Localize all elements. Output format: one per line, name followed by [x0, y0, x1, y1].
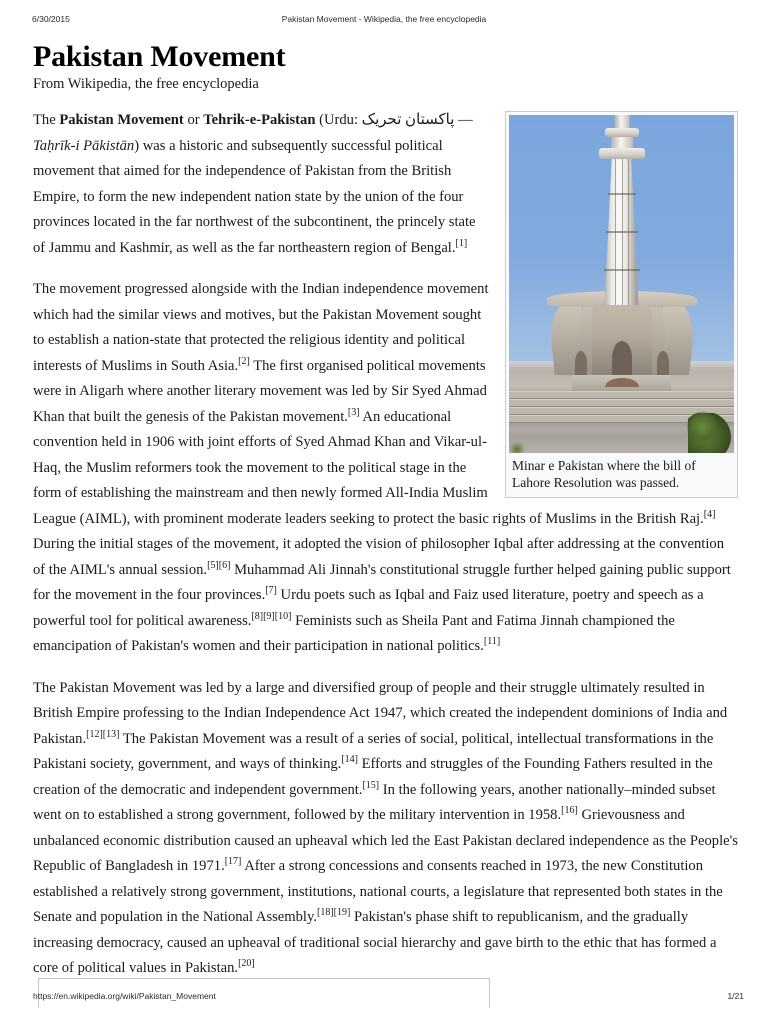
reference-link[interactable]: [18][19] — [317, 907, 351, 919]
p2-s2: The first organised political movements were in Aligarh where another literary movement was led by Sir Syed Ahmad Khan that built the genesis of the Pakistan movement. — [33, 357, 487, 425]
p3-s1: The Pakistan Movement was led by a large and diversified group of people and their struggle ultimately resulted in British Empire professing to the Indian Independence Act 1947, which created the independent dominions of India and Pakistan. — [33, 679, 728, 747]
p1-urdu-pakistan: پاکستان — [405, 110, 455, 128]
minaret-tower — [605, 115, 639, 305]
source-url: https://en.wikipedia.org/wiki/Pakistan_Movement — [33, 991, 216, 1001]
tower-band-icon — [606, 231, 638, 233]
p3-s6: After a strong concessions and consents reached in 1973, the new Constitution established a relatively strong government, institutions, national courts, a legislature that represented both states in the Senate and population in the National Assembly. — [33, 858, 723, 925]
reference-link[interactable]: [7] — [265, 585, 277, 597]
reference-link[interactable]: [2] — [238, 355, 250, 367]
p1-bold-tehrik-e-pakistan: Tehrik-e-Pakistan — [203, 112, 316, 128]
p1-rest: ) was a historic and subsequently successful political movement that aimed for the independence of Pakistan from the British Empire, to form the new independent nation state by the union of the four provinces located in the far northwest of the subcontinent, the princely state of Jammu and Kashmir, as well as the far northeastern region of Bengal. — [33, 137, 476, 256]
p2-s1: The movement progressed alongside with the Indian independence movement which had the similar views and motives, but the Pakistan Movement sought to establish a nation-state that protected the religious identity and political interests of Muslims in South Asia. — [33, 281, 489, 374]
reference-link[interactable]: [3] — [347, 406, 360, 418]
print-header — [0, 14, 768, 28]
print-document-title: Pakistan Movement - Wikipedia, the free encyclopedia — [281, 14, 487, 24]
print-footer — [0, 991, 768, 1005]
arch-icon — [612, 341, 632, 375]
plaza-step-icon — [509, 399, 734, 407]
plaza-step-icon — [509, 391, 734, 399]
p1-or: or — [183, 112, 204, 128]
reference-link[interactable]: [5][6] — [207, 559, 231, 571]
tower-rib-icon — [615, 155, 616, 305]
tower-gallery-icon — [605, 128, 639, 137]
arch-icon — [575, 351, 587, 375]
figure-caption: Minar e Pakistan where the bill of Lahore Resolution was passed. — [512, 458, 696, 490]
p1-lead: The — [33, 112, 60, 128]
p1-transliteration: Taḥrīk-i Pākistān — [33, 137, 135, 154]
article-body — [33, 40, 738, 994]
reference-link[interactable]: [16] — [561, 805, 578, 817]
page-title: Pakistan Movement — [33, 40, 286, 73]
tower-band-icon — [608, 193, 636, 195]
reference-link[interactable]: [11] — [483, 636, 501, 648]
p2-s3: An educational convention held in 1906 with joint efforts of Syed Ahmad Khan and Vikar-ul-Haq, the Muslim reformers took the movement to the political stage in the form of establishing the mainstream and then newly formed All-India Muslim League (AIML), with prominent moderate leaders seeking to protect the basic rights of Muslims in the British Raj. — [33, 408, 704, 527]
p3-s5: Grievousness and unbalanced economic distribution caused an upheaval which led the East Pakistan declared independence as the People's Republic of Bangladesh in 1971. — [33, 807, 738, 874]
tower-rib-icon — [628, 155, 629, 305]
tower-upper-shaft — [611, 136, 633, 148]
tower-band-icon — [604, 269, 640, 271]
foliage-icon — [686, 411, 716, 443]
reference-link[interactable]: [8][9][10] — [251, 610, 292, 622]
page-number: 1/21 — [727, 991, 744, 1001]
reference-link[interactable]: [12][13] — [86, 728, 120, 740]
p3-s4: In the following years, another nationally–minded subset went on to established a strong government, followed by the military intervention in 1958. — [33, 781, 716, 823]
p1-urdu-open: (Urdu: — [315, 112, 362, 128]
figure-thumbnail[interactable] — [505, 111, 738, 498]
tower-gallery-icon — [599, 148, 645, 159]
p1-dash: — — [454, 112, 473, 128]
article-tagline: From Wikipedia, the free encyclopedia — [33, 76, 259, 92]
tower-upper-shaft — [614, 115, 629, 128]
reference-link[interactable]: [15] — [362, 779, 380, 791]
reference-link[interactable]: [20] — [238, 958, 255, 970]
reference-link[interactable]: [14] — [341, 754, 358, 766]
p3-s7: Pakistan's phase shift to republicanism, and the gradually increasing democracy, caused an upheaval of traditional social hierarchy and gave birth to the ethic that has formed a core of political values in Pakistan. — [33, 909, 717, 976]
print-date: 6/30/2015 — [32, 14, 70, 24]
p3-s3: Efforts and struggles of the Founding Fathers resulted in the creation of the democratic and independent government. — [33, 756, 713, 798]
p2-s7: Feminists such as Sheila Pant and Fatima Jinnah championed the emancipation of Pakistan's women and their participation in national politics. — [33, 612, 675, 654]
arch-icon — [657, 351, 669, 375]
p1-urdu-tehrik: تحریک — [361, 110, 402, 128]
p2-s6: Urdu poets such as Iqbal and Faiz used literature, poetry and speech as a powerful tool for political awareness. — [33, 587, 704, 629]
reference-link[interactable]: [17] — [224, 856, 242, 868]
p1-bold-pakistan-movement: Pakistan Movement — [59, 112, 184, 128]
foliage-icon — [509, 441, 525, 453]
reference-link[interactable]: [4] — [703, 508, 716, 520]
paragraph-independence-act — [33, 676, 738, 982]
p2-s5: Muhammad Ali Jinnah's constitutional struggle further helped gaining public support for the movement in the four provinces. — [33, 561, 731, 603]
reference-link[interactable]: [1] — [455, 237, 468, 249]
p3-s2: The Pakistan Movement was a result of a series of social, political, intellectual transformations in the Pakistani society, government, and ways of thinking. — [33, 730, 714, 772]
tower-rib-icon — [622, 155, 623, 305]
tower-shaft — [605, 155, 639, 305]
minar-e-pakistan-image[interactable] — [509, 115, 734, 453]
p2-s4: During the initial stages of the movement, it adopted the vision of philosopher Iqbal after addressing at the convention of the AIML's annual session. — [33, 536, 725, 578]
petal-base — [551, 293, 693, 375]
